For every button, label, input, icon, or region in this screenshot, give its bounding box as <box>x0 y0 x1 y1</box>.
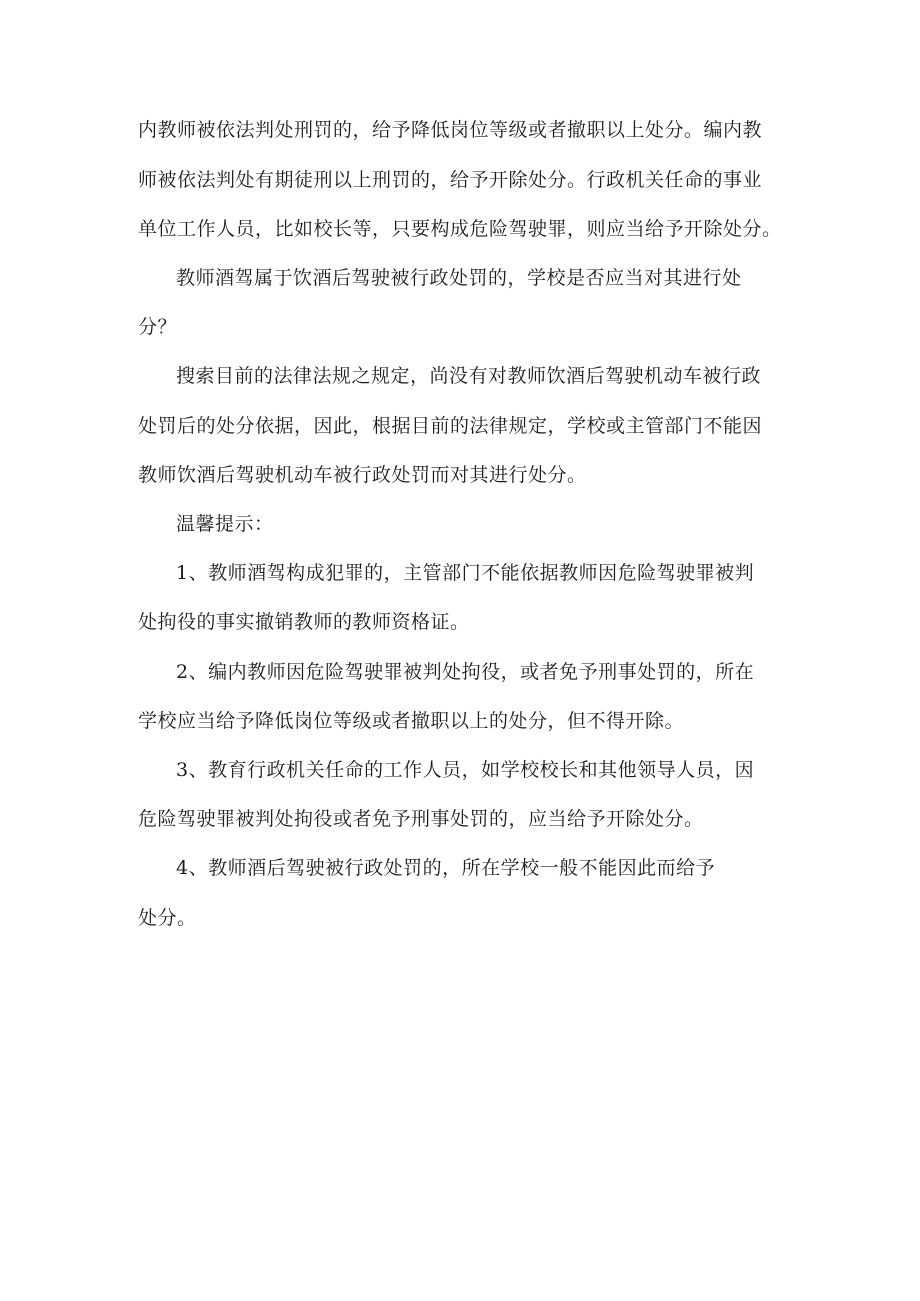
text-line: 学校应当给予降低岗位等级或者撤职以上的处分，但不得开除。 <box>138 710 685 732</box>
text-line: 处罚后的处分依据，因此，根据目前的法律规定，学校或主管部门不能因 <box>138 415 763 437</box>
text-line: 教师饮酒后驾驶机动车被行政处罚而对其进行处分。 <box>138 464 587 486</box>
text-line: 教师酒驾属于饮酒后驾驶被行政处罚的，学校是否应当对其进行处 <box>176 267 742 289</box>
text-line: 单位工作人员，比如校长等，只要构成危险驾驶罪，则应当给予开除处分。 <box>138 218 782 240</box>
text-line: 温馨提示： <box>176 513 274 535</box>
text-line: 危险驾驶罪被判处拘役或者免予刑事处罚的，应当给予开除处分。 <box>138 808 704 830</box>
text-line: 处分。 <box>138 907 197 929</box>
text-line: 2、编内教师因危险驾驶罪被判处拘役，或者免予刑事处罚的，所在 <box>176 661 755 683</box>
text-line: 1、教师酒驾构成犯罪的，主管部门不能依据教师因危险驾驶罪被判 <box>176 562 755 584</box>
text-line: 搜索目前的法律法规之规定，尚没有对教师饮酒后驾驶机动车被行政 <box>176 365 762 387</box>
text-line: 处拘役的事实撤销教师的教师资格证。 <box>138 611 470 633</box>
text-line: 师被依法判处有期徒刑以上刑罚的，给予开除处分。行政机关任命的事业 <box>138 169 763 191</box>
text-line: 3、教育行政机关任命的工作人员，如学校校长和其他领导人员，因 <box>176 759 755 781</box>
text-line: 分？ <box>138 316 178 338</box>
text-line: 4、教师酒后驾驶被行政处罚的，所在学校一般不能因此而给予 <box>176 857 716 879</box>
text-line: 内教师被依法判处刑罚的，给予降低岗位等级或者撤职以上处分。编内教 <box>138 119 763 141</box>
